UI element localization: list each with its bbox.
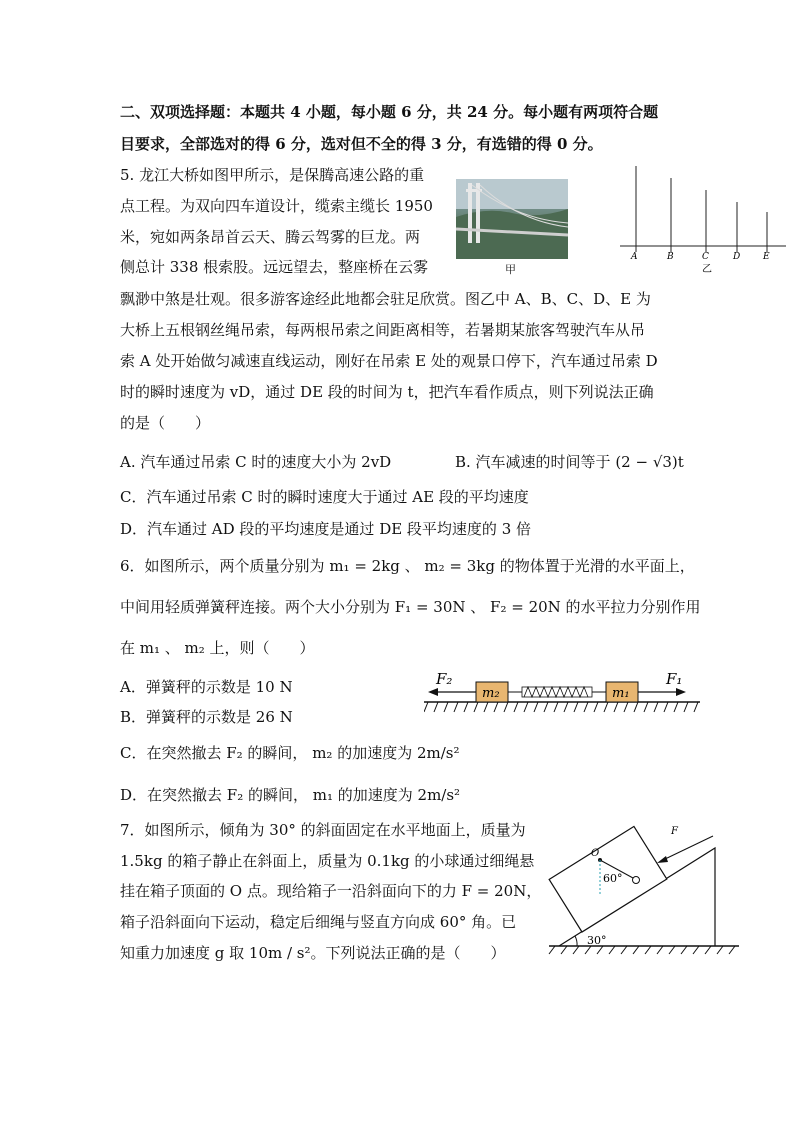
q7-line: 7．如图所示，倾角为 30° 的斜面固定在水平地面上，质量为 [120, 821, 526, 839]
q6-line: 在 m₁ 、 m₂ 上，则（ ） [120, 639, 315, 657]
label-D: D [733, 252, 741, 262]
q5-line: 索 A 处开始做匀减速直线运动，刚好在吊索 E 处的观景口停下，汽车通过吊索 D [120, 352, 658, 370]
q5-option-b: B. 汽车减速的时间等于 (2 − √3)t [455, 453, 684, 471]
figure-caption-jia: 甲 [505, 263, 516, 276]
section-heading-line1: 二、双项选择题：本题共 4 小题，每小题 6 分，共 24 分。每小题有两项符合题 [120, 103, 659, 121]
q5-line: 时的瞬时速度为 vD，通过 DE 段的时间为 t，把汽车看作质点，则下列说法正确 [120, 383, 654, 401]
q5-line: 侧总计 338 根索股。远远望去，整座桥在云雾 [120, 258, 429, 276]
label-m1: m₁ [612, 686, 630, 701]
q6-option-b: B．弹簧秤的示数是 26 N [120, 708, 293, 726]
label-60deg: 60° [603, 872, 623, 885]
label-m2: m₂ [482, 686, 500, 701]
label-O: O [591, 848, 600, 859]
q7-line: 1.5kg 的箱子静止在斜面上，质量为 0.1kg 的小球通过细绳悬 [120, 852, 535, 870]
label-A: A [631, 252, 638, 262]
q7-line: 挂在箱子顶面的 O 点。现给箱子一沿斜面向下的力 F = 20N， [120, 882, 542, 900]
q5-line: 米，宛如两条昂首云天、腾云驾雾的巨龙。两 [120, 228, 421, 246]
q5-line: 点工程。为双向四车道设计，缆索主缆长 1950 [120, 197, 433, 215]
q5-option-a: A. 汽车通过吊索 C 时的速度大小为 2vD [120, 453, 392, 471]
q7-line: 箱子沿斜面向下运动，稳定后细绳与竖直方向成 60° 角。已 [120, 913, 517, 931]
label-30deg: 30° [587, 934, 607, 947]
q5-line: 5. 龙江大桥如图甲所示，是保腾高速公路的重 [120, 166, 425, 184]
suspender-diagram [618, 166, 788, 276]
q5-option-d: D．汽车通过 AD 段的平均速度是通过 DE 段平均速度的 3 倍 [120, 520, 532, 538]
incline-box-diagram [545, 820, 745, 960]
section-heading-line2: 目要求，全部选对的得 6 分，选对但不全的得 3 分，有选错的得 0 分。 [120, 135, 603, 153]
label-E: E [763, 252, 770, 262]
label-C: C [702, 252, 709, 262]
figure-caption-yi: 乙 [702, 264, 712, 275]
label-F1: F₁ [666, 670, 683, 688]
q5-line: 飘渺中煞是壮观。很多游客途经此地都会驻足欣赏。图乙中 A、B、C、D、E 为 [120, 290, 651, 308]
q6-option-c: C．在突然撤去 F₂ 的瞬间， m₂ 的加速度为 2m/s² [120, 744, 460, 762]
bridge-photo [456, 179, 568, 259]
q6-option-d: D．在突然撤去 F₂ 的瞬间， m₁ 的加速度为 2m/s² [120, 786, 461, 804]
q6-line: 6．如图所示，两个质量分别为 m₁ = 2kg 、 m₂ = 3kg 的物体置于光滑的水平面上， [120, 557, 695, 575]
q6-line: 中间用轻质弹簧秤连接。两个大小分别为 F₁ = 30N 、 F₂ = 20N 的水平拉力分别作用 [120, 598, 701, 616]
label-F2: F₂ [436, 670, 453, 688]
q5-option-c: C．汽车通过吊索 C 时的瞬时速度大于通过 AE 段的平均速度 [120, 488, 529, 506]
label-F: F [671, 826, 678, 837]
q7-line: 知重力加速度 g 取 10m / s²。下列说法正确的是（ ） [120, 944, 506, 962]
q6-option-a: A．弹簧秤的示数是 10 N [120, 678, 293, 696]
q5-line: 大桥上五根钢丝绳吊索，每两根吊索之间距离相等，若暑期某旅客驾驶汽车从吊 [120, 321, 646, 339]
q5-line: 的是（ ） [120, 414, 211, 432]
spring-blocks-diagram [424, 668, 704, 716]
ball [633, 877, 640, 884]
label-B: B [667, 252, 674, 262]
arrow-F [663, 836, 713, 860]
